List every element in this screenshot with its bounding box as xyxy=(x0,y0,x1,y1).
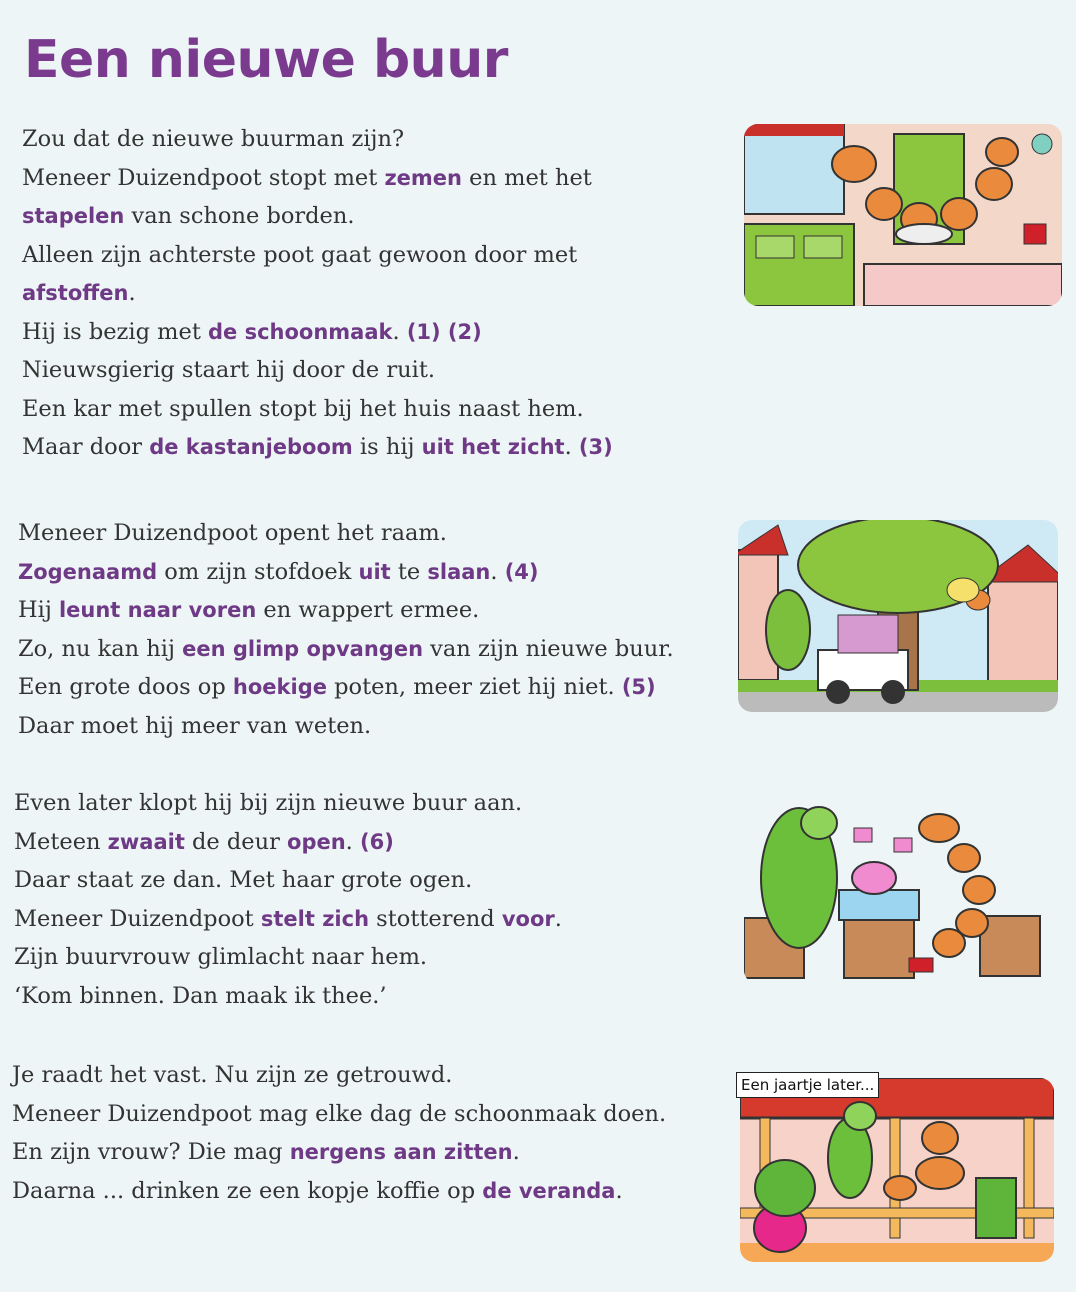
text-line xyxy=(18,630,738,669)
text-segment: Je raadt het vast. Nu zijn ze getrouwd. xyxy=(12,1062,453,1088)
text-line xyxy=(14,900,734,939)
highlighted-word: zemen xyxy=(384,165,462,190)
highlighted-word: afstoffen xyxy=(22,281,129,305)
highlighted-word: de schoonmaak xyxy=(208,319,393,344)
text-line xyxy=(14,861,734,900)
question-number: (6) xyxy=(359,829,394,854)
highlighted-word: nergens aan zitten xyxy=(289,1140,513,1164)
question-number: (1) (2) xyxy=(406,319,482,344)
highlighted-word: slaan xyxy=(427,559,491,584)
text-segment: . xyxy=(392,318,407,345)
text-segment: . xyxy=(564,434,579,460)
text-segment: . xyxy=(128,280,136,306)
highlighted-word: hoekige xyxy=(232,675,327,699)
text-line xyxy=(18,553,738,592)
text-segment: en wappert ermee. xyxy=(256,597,480,623)
illustration-tea xyxy=(744,798,1058,984)
text-segment: En zijn vrouw? Die mag xyxy=(12,1139,290,1165)
text-line xyxy=(22,428,742,467)
highlighted-word: voor xyxy=(501,906,555,931)
text-line xyxy=(22,197,742,236)
text-segment: Daarna ... drinken ze een kopje koffie op xyxy=(12,1177,483,1204)
stanza-4 xyxy=(12,1056,732,1210)
text-segment: Zijn buurvrouw glimlacht naar hem. xyxy=(14,944,428,970)
text-line xyxy=(18,668,738,707)
highlighted-word: een glimp opvangen xyxy=(182,636,424,661)
text-line xyxy=(18,707,738,746)
text-line xyxy=(12,1133,732,1172)
text-segment: te xyxy=(390,558,428,585)
text-segment: Maar door xyxy=(22,434,150,460)
highlighted-word: Zogenaamd xyxy=(18,559,158,584)
text-segment: Een kar met spullen stopt bij het huis naast hem. xyxy=(22,395,584,422)
highlighted-word: de veranda xyxy=(482,1178,616,1203)
text-segment: . xyxy=(345,828,360,855)
text-segment: Meteen xyxy=(14,828,108,855)
stanza-1 xyxy=(22,120,742,467)
illustration-veranda xyxy=(740,1078,1054,1262)
text-line xyxy=(12,1056,732,1095)
text-segment: . xyxy=(615,1177,623,1204)
text-segment: en met het xyxy=(462,164,592,191)
illustration-street xyxy=(738,520,1058,712)
text-segment: van zijn nieuwe buur. xyxy=(423,635,674,662)
stanza-2 xyxy=(18,514,738,745)
text-segment: Zo, nu kan hij xyxy=(18,635,183,662)
text-line xyxy=(14,823,734,862)
text-segment: om zijn stofdoek xyxy=(157,558,359,585)
text-line xyxy=(22,351,742,390)
text-segment: . xyxy=(490,558,505,585)
text-segment: de deur xyxy=(184,828,288,855)
text-line xyxy=(12,1095,732,1134)
illustration-kitchen xyxy=(744,124,1062,306)
text-segment: Meneer Duizendpoot mag elke dag de schoonmaak doen. xyxy=(12,1100,667,1127)
text-line xyxy=(22,159,742,198)
text-segment: stotterend xyxy=(369,905,502,932)
text-segment: . xyxy=(554,905,562,932)
text-segment: Meneer Duizendpoot stopt met xyxy=(22,164,385,191)
text-segment: Alleen zijn achterste poot gaat gewoon door met xyxy=(22,241,578,268)
highlighted-word: open xyxy=(287,829,346,854)
stanza-3 xyxy=(14,784,734,1015)
question-number: (4) xyxy=(504,559,539,584)
highlighted-word: stapelen xyxy=(22,204,125,228)
text-segment: Even later klopt hij bij zijn nieuwe buur aan. xyxy=(14,790,523,816)
text-line xyxy=(22,313,742,352)
text-line xyxy=(14,784,734,823)
text-segment: is hij xyxy=(352,434,422,460)
text-line xyxy=(18,514,738,553)
highlighted-word: uit xyxy=(358,559,391,584)
text-segment: Zou dat de nieuwe buurman zijn? xyxy=(22,126,405,152)
highlighted-word: stelt zich xyxy=(260,906,370,931)
highlighted-word: leunt naar voren xyxy=(58,598,257,622)
text-segment: Daar moet hij meer van weten. xyxy=(18,712,372,739)
text-line xyxy=(22,120,742,159)
text-line xyxy=(12,1172,732,1211)
text-segment: . xyxy=(512,1139,520,1165)
text-line xyxy=(14,977,734,1016)
text-line xyxy=(22,236,742,275)
text-line xyxy=(18,591,738,630)
highlighted-word: zwaait xyxy=(107,829,185,854)
page-title: Een nieuwe buur xyxy=(24,30,508,90)
text-segment: Hij is bezig met xyxy=(22,318,209,345)
text-segment: ‘Kom binnen. Dan maak ik thee.’ xyxy=(14,982,387,1009)
text-segment: Hij xyxy=(18,597,59,623)
question-number: (5) xyxy=(621,675,656,699)
question-number: (3) xyxy=(578,435,613,459)
text-segment: van schone borden. xyxy=(124,203,355,229)
text-segment: Een grote doos op xyxy=(18,674,233,700)
highlighted-word: de kastanjeboom xyxy=(149,435,353,459)
text-line xyxy=(14,938,734,977)
text-segment: poten, meer ziet hij niet. xyxy=(326,674,622,700)
text-segment: Meneer Duizendpoot xyxy=(14,905,261,932)
caption: Een jaartje later... xyxy=(736,1072,879,1098)
highlighted-word: uit het zicht xyxy=(421,435,565,459)
text-segment: Nieuwsgierig staart hij door de ruit. xyxy=(22,357,436,383)
text-line xyxy=(22,274,742,313)
text-segment: Meneer Duizendpoot opent het raam. xyxy=(18,520,447,546)
text-line xyxy=(22,390,742,429)
text-segment: Daar staat ze dan. Met haar grote ogen. xyxy=(14,867,473,893)
